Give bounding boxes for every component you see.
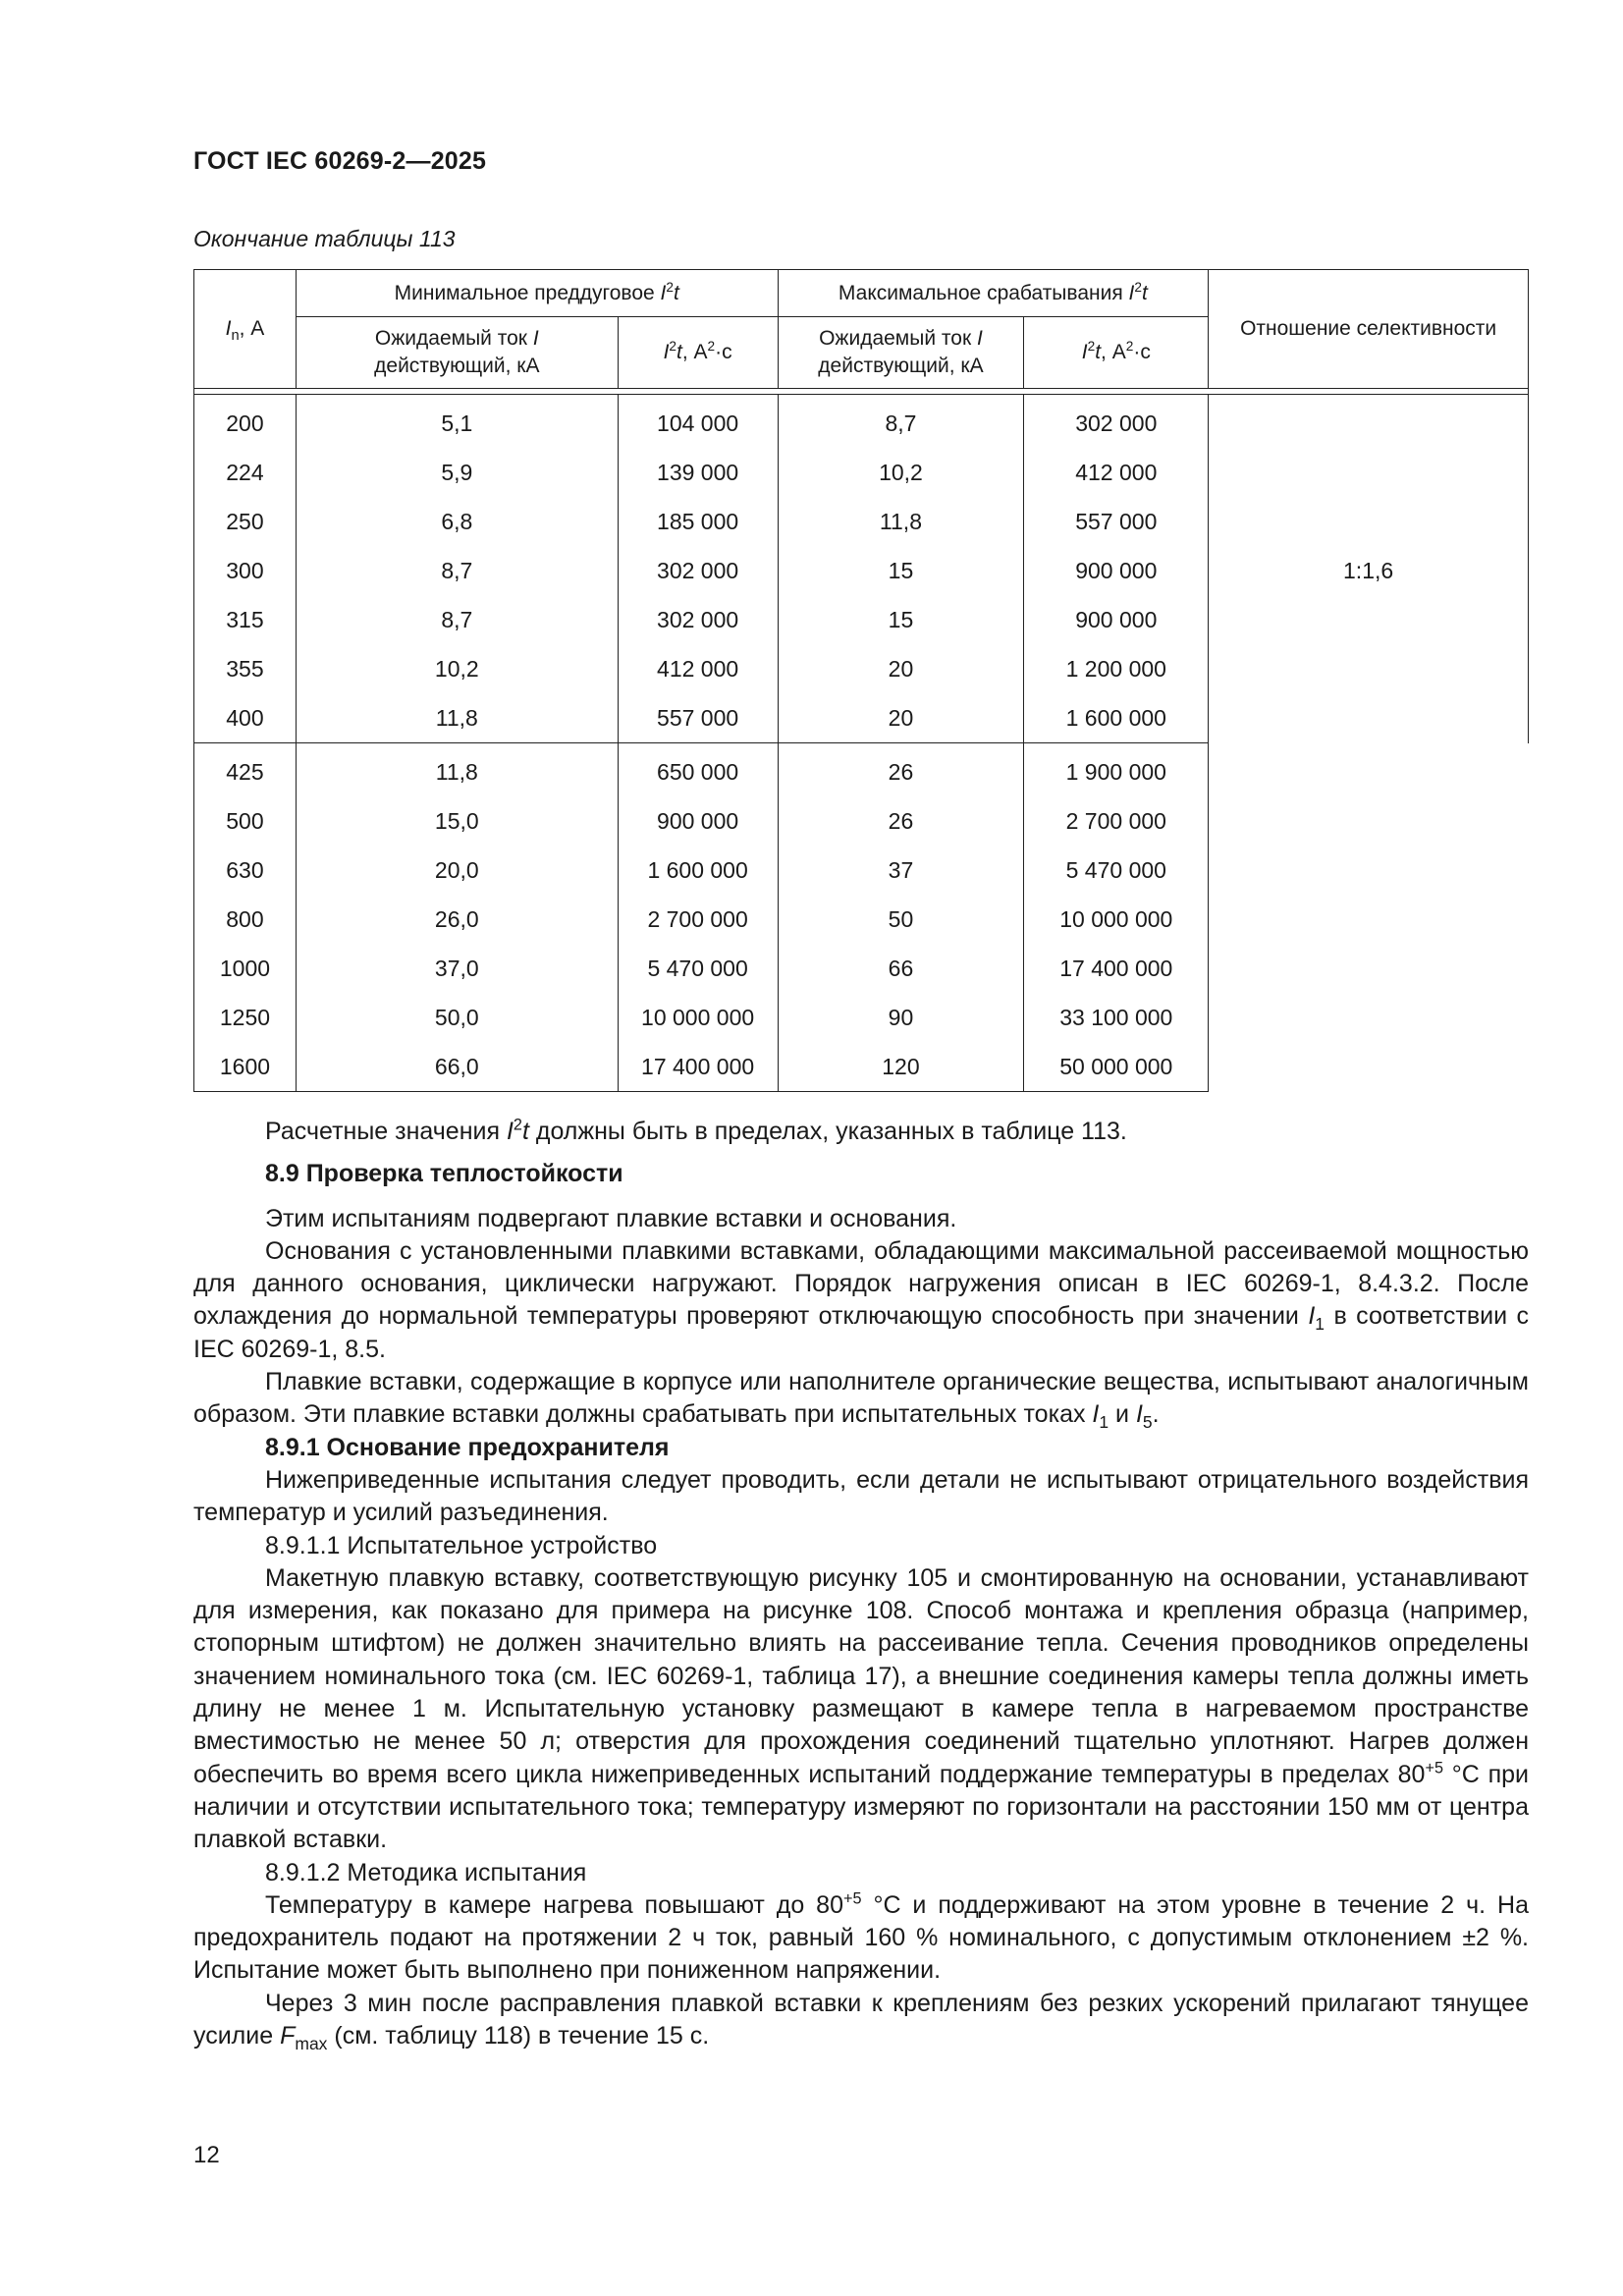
table-row	[194, 944, 1529, 993]
table-cell: 302 000	[618, 546, 778, 595]
table-cell: 66,0	[296, 1042, 618, 1092]
table-cell: 26	[778, 743, 1024, 797]
table-cell: 1000	[194, 944, 297, 993]
document-header: ГОСТ IEC 60269-2—2025	[193, 147, 487, 175]
table-cell: 15,0	[296, 796, 618, 846]
table-113	[193, 269, 1529, 1092]
table-row	[194, 1042, 1529, 1092]
table-cell: 17 400 000	[1024, 944, 1209, 993]
paragraph: Нижеприведенные испытания следует проводить, если детали не испытывают отрицательного воздействия температур и усилий разъединения.	[193, 1465, 1529, 1527]
table-row	[194, 796, 1529, 846]
paragraph-note: Расчетные значения $I^2t$ должны быть в пределах, указанных в таблице 113.	[265, 1116, 1127, 1145]
table-cell: 300	[194, 546, 297, 595]
table-cell: 302 000	[618, 595, 778, 644]
table-cell: 90	[778, 993, 1024, 1042]
table-cell: 412 000	[618, 644, 778, 693]
paragraph: Макетную плавкую вставку, соответствующую рисунку 105 и смонтированную на основании, устанавливают для измерения, как показано для примера на рисунке 108. Способ монтажа и крепления образца (например, стопорным штифтом) не должен значительно влиять на рассеивание тепла. Сечения проводников определены значением номинального тока (см. IEC 60269-1, таблица 17), а внешние соединения камеры тепла должны иметь длину не менее 1 м. Испытательную установку размещают в камере тепла в нагреваемом пространстве вместимостью не менее 50 л; отверстия для прохождения соединений тщательно уплотняют. Нагрев должен обеспечить во время всего цикла нижеприведенных испытаний поддержание температуры в пределах $80^{+5}$ °С при наличии и отсутствии испытательного тока; температуру измеряют по горизонтали на расстоянии 150 мм от центра плавкой вставки.	[193, 1563, 1529, 1854]
selectivity-ratio-value: 1:1,6	[1209, 395, 1529, 743]
table-cell: 66	[778, 944, 1024, 993]
table-cell: 2 700 000	[1024, 796, 1209, 846]
table-cell: 8,7	[296, 595, 618, 644]
table-cell: 50	[778, 895, 1024, 944]
table-cell: 302 000	[1024, 395, 1209, 449]
table-cell: 8,7	[296, 546, 618, 595]
table-row	[194, 846, 1529, 895]
table-cell: 15	[778, 546, 1024, 595]
table-cell: 2 700 000	[618, 895, 778, 944]
header-i2t-max: $I^2t$, $А^2\cdot с$	[1024, 317, 1209, 389]
table-cell: 26	[778, 796, 1024, 846]
table-cell: 500	[194, 796, 297, 846]
table-cell: 26,0	[296, 895, 618, 944]
table-cell: 20	[778, 693, 1024, 743]
table-cell: 800	[194, 895, 297, 944]
table-row	[194, 993, 1529, 1042]
table-cell: 120	[778, 1042, 1024, 1092]
table-cell: 557 000	[1024, 497, 1209, 546]
header-prospective-current-min: Ожидаемый ток I действующий, кА	[296, 317, 618, 389]
header-prospective-current-max: Ожидаемый ток I действующий, кА	[778, 317, 1024, 389]
table-cell: 650 000	[618, 743, 778, 797]
table-cell: 20,0	[296, 846, 618, 895]
table-cell: 10,2	[296, 644, 618, 693]
table-cell: 5,9	[296, 448, 618, 497]
section-heading-8-9-1-2: 8.9.1.2 Методика испытания	[265, 1858, 587, 1886]
table-cell: 630	[194, 846, 297, 895]
page-number: 12	[193, 2142, 220, 2168]
table-cell: 900 000	[1024, 595, 1209, 644]
table-cell: 15	[778, 595, 1024, 644]
table-caption: Окончание таблицы 113	[193, 226, 456, 251]
section-heading-8-9-1-1: 8.9.1.1 Испытательное устройство	[265, 1531, 658, 1559]
table-cell: 5 470 000	[1024, 846, 1209, 895]
table-cell: 11,8	[296, 693, 618, 743]
header-max-operating: Максимальное срабатывания $I^2t$	[778, 270, 1209, 317]
table-cell: 37	[778, 846, 1024, 895]
table-cell: 6,8	[296, 497, 618, 546]
table-cell: 11,8	[296, 743, 618, 797]
paragraph: Через 3 мин после расправления плавкой вставки к креплениям без резких ускорений прилагают тянущее усилие $F_{max}$ (см. таблицу 118) в течение 15 с.	[193, 1989, 1529, 2054]
table-row	[194, 395, 1529, 449]
table-cell: 557 000	[618, 693, 778, 743]
table-cell: 17 400 000	[618, 1042, 778, 1092]
table-cell: 37,0	[296, 944, 618, 993]
paragraph: Плавкие вставки, содержащие в корпусе или наполнителе органические вещества, испытывают аналогичным образом. Эти плавкие вставки должны срабатывать при испытательных токах $I_1$ и $I_5$.	[193, 1368, 1529, 1433]
header-rated-current: $I_n$, А	[194, 270, 297, 389]
table-cell: 139 000	[618, 448, 778, 497]
table-cell: 1 600 000	[1024, 693, 1209, 743]
header-selectivity-ratio: Отношение селективности	[1209, 270, 1529, 389]
paragraph: Температуру в камере нагрева повышают до $80^{+5}$ °С и поддерживают на этом уровне в течение 2 ч. На предохранитель подают на протяжении 2 ч ток, равный 160 % номинального, с допустимым отклонением ±2 %. Испытание может быть выполнено при пониженном напряжении.	[193, 1889, 1529, 1985]
table-cell: 1 600 000	[618, 846, 778, 895]
paragraph: Основания с установленными плавкими вставками, обладающими максимальной рассеиваемой мощностью для данного основания, циклически нагружают. Порядок нагружения описан в IEC 60269-1, 8.4.3.2. После охлаждения до нормальной температуры проверяют отключающую способность при значении $I_1$ в соответствии с IEC 60269-1, 8.5.	[193, 1236, 1530, 1363]
table-cell: 185 000	[618, 497, 778, 546]
table-cell: 400	[194, 693, 297, 743]
table-cell: 1250	[194, 993, 297, 1042]
table-cell: 104 000	[618, 395, 778, 449]
table-cell: 11,8	[778, 497, 1024, 546]
table-cell: 412 000	[1024, 448, 1209, 497]
table-cell: 425	[194, 743, 297, 797]
table-cell: 1 200 000	[1024, 644, 1209, 693]
table-cell: 20	[778, 644, 1024, 693]
table-cell: 315	[194, 595, 297, 644]
table-row	[194, 895, 1529, 944]
table-cell: 250	[194, 497, 297, 546]
table-cell: 10 000 000	[618, 993, 778, 1042]
table-cell: 8,7	[778, 395, 1024, 449]
table-cell: 10 000 000	[1024, 895, 1209, 944]
table-cell: 355	[194, 644, 297, 693]
table-cell: 33 100 000	[1024, 993, 1209, 1042]
body-text	[193, 1116, 1529, 2052]
table-cell: 1 900 000	[1024, 743, 1209, 797]
header-i2t-min: $I^2t$, $А^2\cdot с$	[618, 317, 778, 389]
table-cell: 200	[194, 395, 297, 449]
table-cell: 900 000	[618, 796, 778, 846]
table-cell: 50 000 000	[1024, 1042, 1209, 1092]
table-cell: 5,1	[296, 395, 618, 449]
table-cell: 1600	[194, 1042, 297, 1092]
table-cell: 50,0	[296, 993, 618, 1042]
table-cell: 5 470 000	[618, 944, 778, 993]
paragraph: Этим испытаниям подвергают плавкие вставки и основания.	[265, 1204, 957, 1232]
table-row	[194, 743, 1529, 797]
table-cell: 900 000	[1024, 546, 1209, 595]
section-heading-8-9-1: 8.9.1 Основание предохранителя	[265, 1433, 670, 1461]
header-min-prearcing: Минимальное преддуговое $I^2t$	[296, 270, 778, 317]
section-heading-8-9: 8.9 Проверка теплостойкости	[265, 1160, 623, 1188]
table-cell: 224	[194, 448, 297, 497]
table-cell: 10,2	[778, 448, 1024, 497]
